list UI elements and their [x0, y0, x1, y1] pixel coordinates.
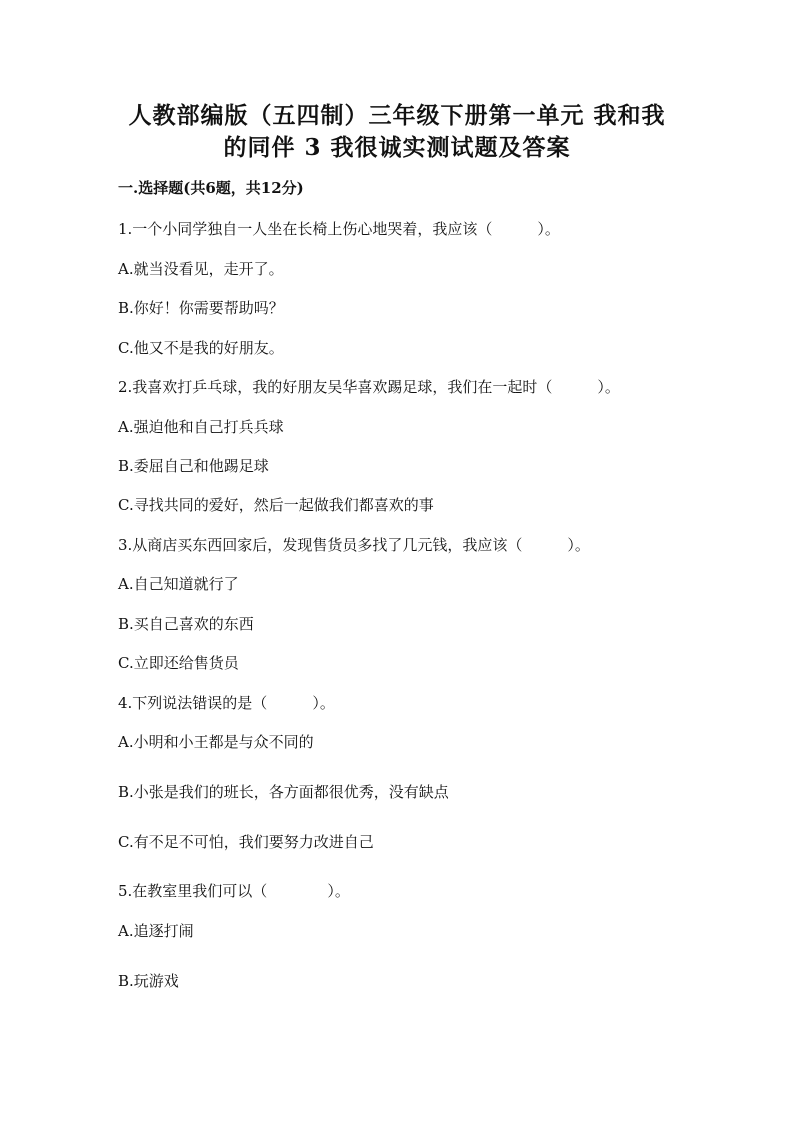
question-5-option-a: A.追逐打闹	[118, 922, 194, 940]
question-1-option-b: B.你好！你需要帮助吗？	[118, 299, 284, 317]
question-3-option-c: C.立即还给售货员	[118, 654, 239, 672]
page-title-line-2: 的同伴 3 我很诚实测试题及答案	[223, 134, 571, 161]
question-4-stem: 4.下列说法错误的是（ ）。	[118, 694, 335, 712]
question-3-option-b: B.买自己喜欢的东西	[118, 615, 254, 633]
question-2-option-a: A.强迫他和自己打兵兵球	[118, 418, 284, 436]
question-2-option-c: C.寻找共同的爱好，然后一起做我们都喜欢的事	[118, 496, 434, 514]
question-4-option-a: A.小明和小王都是与众不同的	[118, 733, 314, 751]
question-1-option-c: C.他又不是我的好朋友。	[118, 339, 284, 357]
question-5-option-b: B.玩游戏	[118, 972, 179, 990]
question-3-stem: 3.从商店买东西回家后，发现售货员多找了几元钱，我应该（ ）。	[118, 536, 590, 554]
question-1-option-a: A.就当没看见，走开了。	[118, 260, 284, 278]
question-1-stem: 1.一个小同学独自一人坐在长椅上伤心地哭着，我应该（ ）。	[118, 220, 560, 238]
question-5-stem: 5.在教室里我们可以（ ）。	[118, 882, 350, 900]
question-2-stem: 2.我喜欢打乒乓球，我的好朋友吴华喜欢踢足球，我们在一起时（ ）。	[118, 378, 620, 396]
page-title-line-1: 人教部编版（五四制）三年级下册第一单元 我和我	[128, 102, 666, 129]
section-heading: 一.选择题(共6题，共12分)	[118, 179, 304, 197]
question-3-option-a: A.自己知道就行了	[118, 575, 239, 593]
question-4-option-c: C.有不足不可怕，我们要努力改进自己	[118, 833, 374, 851]
question-4-option-b: B.小张是我们的班长，各方面都很优秀，没有缺点	[118, 783, 449, 801]
question-2-option-b: B.委屈自己和他踢足球	[118, 457, 269, 475]
